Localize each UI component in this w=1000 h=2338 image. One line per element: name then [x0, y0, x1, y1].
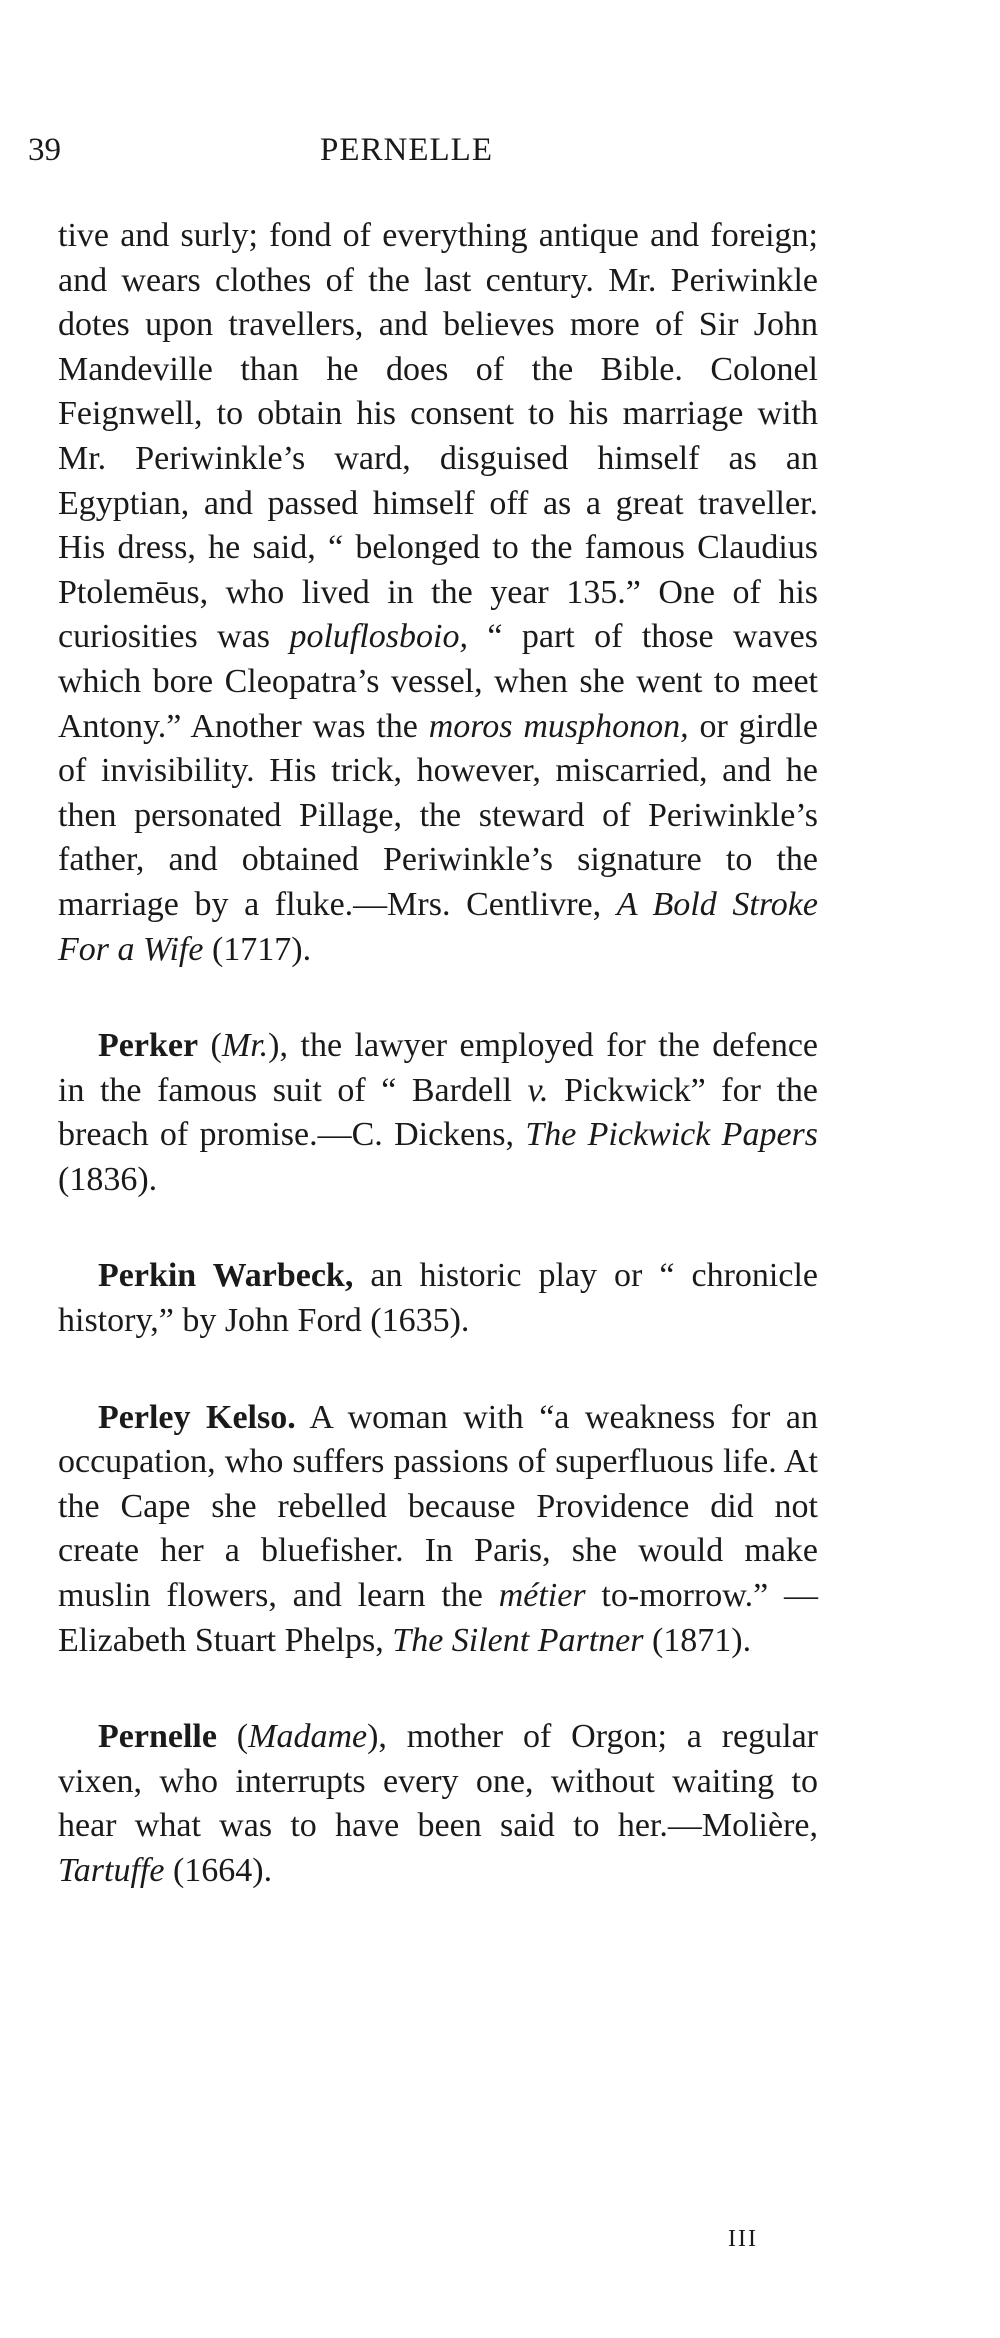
entry-headword: Pernelle [98, 1718, 217, 1756]
entry-continuation: tive and surly; fond of everything antique and foreign; and wears clothes of the last century. Mr. Periwinkle dotes upon travellers, and believes more of Sir John Mandeville than he does of the Bible. Colonel Feignwell, to obtain his consent to his marriage with Mr. Periwinkle’s ward, disguised himself as an Egyptian, and passed himself off as a great traveller. His dress, he said, “ belonged to the famous Claudius Ptolemēus, who lived in the year 135.” One of his curiosities was poluflosboio, “ part of those waves which bore Cleopatra’s vessel, when she went to meet Antony.” Another was the moros musphonon, or girdle of invisibility. His trick, however, miscarried, and he then personated Pillage, the steward of Periwinkle’s father, and obtained Periwinkle’s signature to the marriage by a fluke.—Mrs. Centlivre, A Bold Stroke For a Wife (1717). [58, 217, 818, 968]
entry-pernelle: Pernelle (Madame), mother of Orgon; a regular vixen, who interrupts every one, without waiting to hear what was to have been said to her.—Molière, Tartuffe (1664). [58, 1718, 818, 1889]
page-number: 39 [28, 132, 61, 168]
entry-headword: Perkin Warbeck, [98, 1257, 354, 1295]
page-header [0, 128, 1000, 172]
signature-mark: III [728, 2226, 758, 2252]
entry-headword: Perley Kelso. [98, 1398, 296, 1436]
body-text [58, 214, 818, 1894]
entry-headword: Perker [98, 1027, 199, 1065]
running-head: PERNELLE [320, 132, 493, 168]
entry-perley-kelso: Perley Kelso. A woman with “a weakness for an occupation, who suffers passions of superfluous life. At the Cape she rebelled because Providence did not create her a bluefisher. In Paris, she would make muslin flowers, and learn the métier to-morrow.” — Elizabeth Stuart Phelps, The Silent Partner (1871). [58, 1398, 818, 1659]
entry-perkin-warbeck: Perkin Warbeck, an historic play or “ chronicle history,” by John Ford (1635). [58, 1257, 818, 1340]
entry-perker: Perker (Mr.), the lawyer employed for the defence in the famous suit of “ Bardell v. Pickwick” for the breach of promise.—C. Dickens, The Pickwick Papers (1836). [58, 1027, 818, 1198]
